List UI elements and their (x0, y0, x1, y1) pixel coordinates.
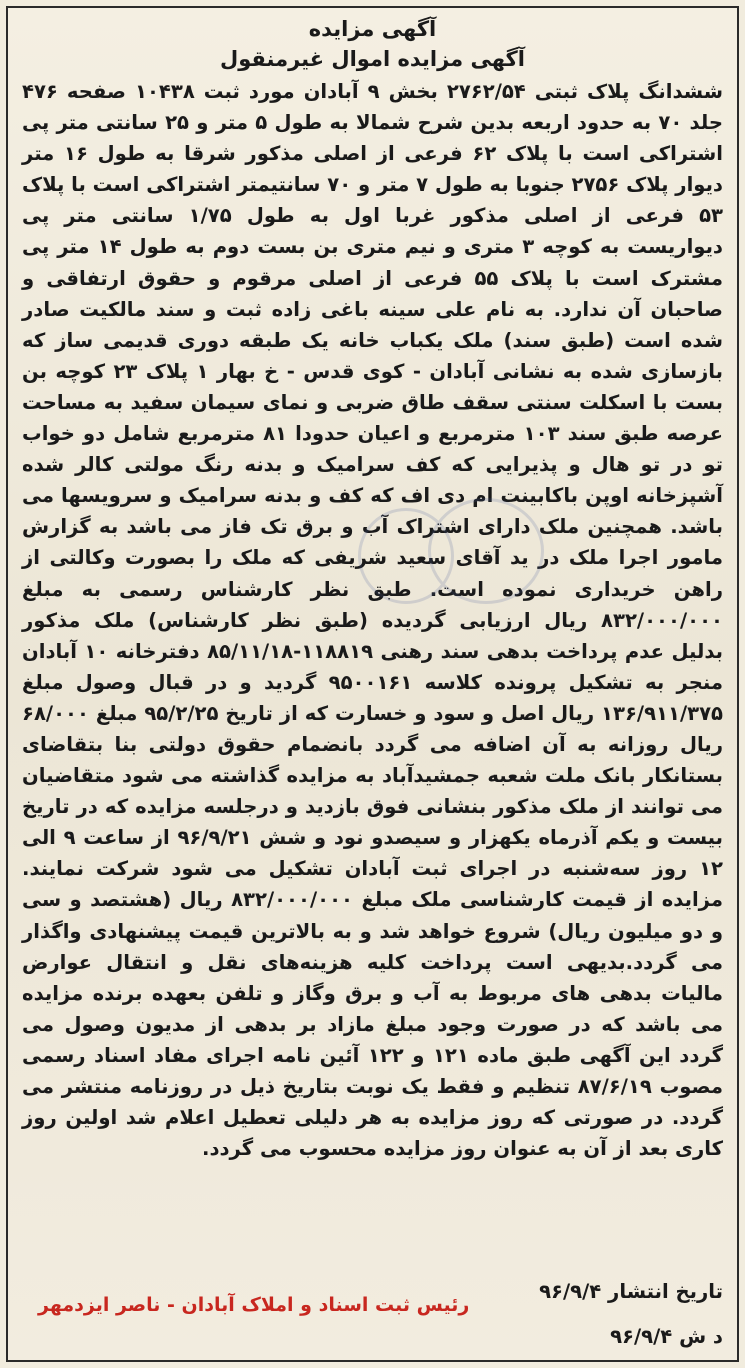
newspaper-notice (6, 6, 739, 1362)
signature-line: رئیس ثبت اسناد و املاک آبادان - ناصر ایزدمهر (38, 1294, 470, 1316)
notice-heading: آگهی مزایده (308, 17, 437, 41)
publish-date: تاریخ انتشار ۹۶/۹/۴ (539, 1280, 723, 1303)
notice-subheading: آگهی مزایده اموال غیرمنقول (220, 47, 525, 71)
notice-code: د ش ۹۶/۹/۴ (610, 1325, 723, 1348)
notice-body: ششدانگ پلاک ثبتی ۲۷۶۲/۵۴ بخش ۹ آبادان مورد ثبت ۱۰۴۳۸ صفحه ۴۷۶ جلد ۷۰ به حدود اربعه بدین شرح شمالا به طول ۵ متر و ۲۵ سانتی متر پی اشتراکی است با پلاک ۶۲ فرعی از اصلی مذکور شرقا به طول ۱۶ متر دیوار پلاک ۲۷۵۶ جنوبا به طول ۷ متر و ۷۰ سانتیمتر اشتراکی است با پلاک ۵۳ فرعی از اصلی مذکور غربا اول به طول ۱/۷۵ سانتی متر پی دیواریست به کوچه ۳ متری و نیم متری بن بست دوم به طول ۱۴ متر پی مشترک است با پلاک ۵۵ فرعی از اصلی مرقوم و حقوق ارتفاقی و صاحبان آن ندارد. به نام علی سینه باغی زاده ثبت و سند مالکیت صادر شده است (طبق سند) ملک یکباب خانه یک طبقه دوری قدیمی ساز که بازسازی شده به نشانی آبادان - کوی قدس - خ بهار ۱ پلاک ۲۳ کوچه بن بست با اسکلت سنتی سقف طاق ضربی و نمای سیمان سفید به مساحت عرصه طبق سند ۱۰۳ مترمربع و اعیان حدودا ۸۱ مترمربع شامل دو خواب تو در تو هال و پذیرایی که کف سرامیک و بدنه رنگ مولتی کالر شده آشپزخانه اوپن باکابینت ام دی اف که کف و بدنه سرامیک و سرویسها می باشد. همچنین ملک دارای اشتراک آب و برق تک فاز می باشد به گزارش مامور اجرا ملک در ید آقای سعید شریفی که ملک را بصورت وکالتی از راهن خریداری نموده است. طبق نظر کارشناس رسمی به مبلغ ۸۳۲/۰۰۰/۰۰۰ ریال ارزیابی گردیده (طبق نظر کارشناس) ملک مذکور بدلیل عدم پرداخت بدهی سند رهنی ۱۱۸۸۱۹-۸۵/۱۱/۱۸ دفترخانه ۱۰ آبادان منجر به تشکیل پرونده کلاسه ۹۵۰۰۱۶۱ گردید و در قبال وصول مبلغ ۱۳۶/۹۱۱/۳۷۵ ریال اصل و سود و خسارت که از تاریخ ۹۵/۲/۲۵ مبلغ ۶۸/۰۰۰ ریال روزانه به آن اضافه می گردد بانضمام حقوق دولتی بنا بتقاضای بستانکار بانک ملت شعبه جمشیدآباد به مزایده گذاشته می شود متقاضیان می توانند از ملک مذکور بنشانی فوق بازدید و درجلسه مزایده که در تاریخ بیست و یکم آذرماه یکهزار و سیصدو نود و شش ۹۶/۹/۲۱ از ساعت ۹ الی ۱۲ روز سه‌شنبه در اجرای ثبت آبادان تشکیل می شود شرکت نمایند. مزایده از قیمت کارشناسی ملک مبلغ ۸۳۲/۰۰۰/۰۰۰ ریال (هشتصد و سی و دو میلیون ریال) شروع خواهد شد و به بالاترین قیمت پیشنهادی واگذار می گردد.بدیهی است پرداخت کلیه هزینه‌های نقل و انتقال عوارض مالیات بدهی های مربوط به آب و برق وگاز و تلفن بعهده برنده مزایده می باشد که در صورت وجود مبلغ مازاد بر بدهی از مدیون وصول می گردد این آگهی طبق ماده ۱۲۱ و ۱۲۲ آئین نامه اجرای مفاد اسناد رسمی مصوب ۸۷/۶/۱۹ تنظیم و فقط یک نوبت بتاریخ ذیل در روزنامه منتشر می گردد. در صورتی که روز مزایده به هر دلیلی تعطیل اعلام شد اولین روز کاری بعد از آن به عنوان روز مزایده محسوب می گردد. (22, 80, 724, 1161)
watermark-stamp (358, 498, 548, 608)
